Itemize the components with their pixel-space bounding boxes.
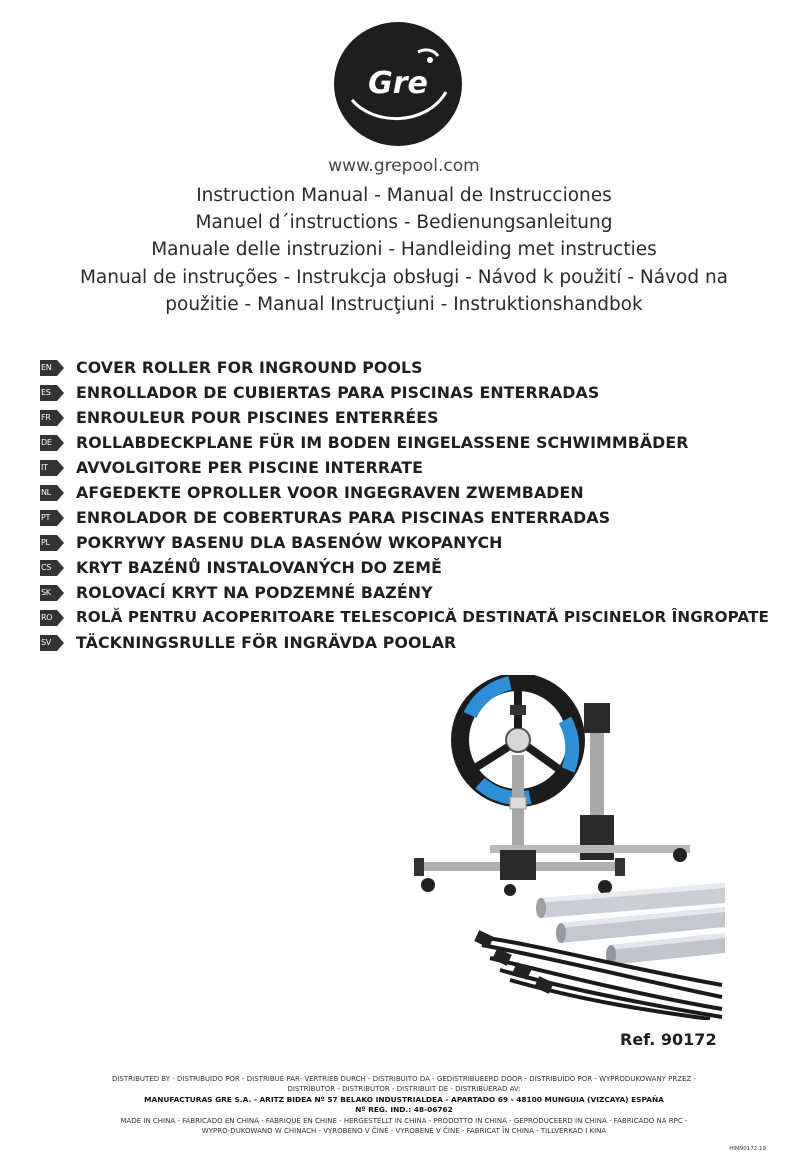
manual-title-line: Manuale delle instruzioni - Handleiding met instructies bbox=[151, 239, 657, 261]
brand-logo bbox=[334, 22, 462, 146]
language-flag-icon: PT bbox=[40, 510, 64, 526]
language-product-name: ENROLLADOR DE CUBIERTAS PARA PISCINAS ENTERRADAS bbox=[76, 383, 600, 402]
language-product-name: ENROLADOR DE COBERTURAS PARA PISCINAS ENTERRADAS bbox=[76, 508, 611, 527]
footer bbox=[30, 1074, 778, 1136]
language-flag-icon: PL bbox=[40, 535, 64, 551]
manual-title-line: Manual de instruções - Instrukcja obsługi - Návod k použití - Návod na bbox=[79, 266, 729, 288]
language-flag-icon: DE bbox=[40, 435, 64, 451]
language-flag-icon: SV bbox=[40, 635, 64, 651]
language-product-name: ROLLABDECKPLANE FÜR IM BODEN EINGELASSENE SCHWIMMBÄDER bbox=[76, 433, 689, 452]
footer-company: MANUFACTURAS GRE S.A. - ARITZ BIDEA Nº 57 BELAKO INDUSTRIALDEA - APARTADO 69 - 48100 MUNGUIA (VIZCAYA) ESPAÑA bbox=[144, 1094, 664, 1104]
language-product-name: ENROULEUR POUR PISCINES ENTERRÉES bbox=[76, 408, 439, 427]
language-product-name: AVVOLGITORE PER PISCINE INTERRATE bbox=[76, 458, 424, 477]
language-product-name: TÄCKNINGSRULLE FÖR INGRÄVDA POOLAR bbox=[76, 633, 457, 652]
footer-distributed-line: DISTRIBUTED BY - DISTRIBUIDO POR - DISTRIBUÉ PAR- VERTRIEB DURCH - DISTRIBUITO DA - GEDISTRIBUEERD DOOR - DISTRIBUÍDO POR - WYPRODUKOWANY PRZEZ - bbox=[111, 1075, 697, 1083]
manual-title-line: Instruction Manual - Manual de Instrucciones bbox=[196, 185, 612, 206]
document-code: HIM90172.19 bbox=[729, 1146, 766, 1152]
footer-distributed-line: DISTRIBUTOR - DISTRIBÚTOR - DISTRIBUIT DE - DISTRIBUERAD AV: bbox=[287, 1085, 521, 1094]
language-flag-icon: FR bbox=[40, 410, 64, 426]
language-flag-icon: IT bbox=[40, 460, 64, 476]
language-flag-icon: EN bbox=[40, 360, 64, 376]
manual-titles bbox=[30, 182, 778, 318]
language-product-name: ROLĂ PENTRU ACOPERITOARE TELESCOPICĂ DESTINATĂ PISCINELOR ÎNGROPATE bbox=[76, 608, 770, 626]
language-flag-icon: RO bbox=[40, 610, 64, 626]
logo-text: Gre bbox=[368, 66, 428, 101]
language-flag-icon: ES bbox=[40, 385, 64, 401]
language-flag-icon: CS bbox=[40, 560, 64, 576]
language-product-name: AFGEDEKTE OPROLLER VOOR INGEGRAVEN ZWEMBADEN bbox=[76, 483, 584, 502]
product-reference: Ref. 90172 bbox=[620, 1030, 717, 1049]
language-product-name: POKRYWY BASENU DLA BASENÓW WKOPANYCH bbox=[76, 533, 503, 552]
manual-title-line: Manuel d´instructions - Bedienungsanleitung bbox=[195, 212, 613, 234]
language-product-name: KRYT BAZÉNŮ INSTALOVANÝCH DO ZEMĚ bbox=[76, 558, 442, 577]
language-flag-icon: SK bbox=[40, 585, 64, 601]
manual-title-line: použitie - Manual Instrucţiuni - Instruktionshandbok bbox=[165, 293, 643, 315]
footer-reg: Nº REG. IND.: 48-06762 bbox=[355, 1105, 453, 1115]
language-product-name: ROLOVACÍ KRYT NA PODZEMNÉ BAZÉNY bbox=[76, 583, 433, 602]
product-image bbox=[410, 675, 725, 1020]
language-product-name: COVER ROLLER FOR INGROUND POOLS bbox=[76, 358, 423, 377]
website-url: www.grepool.com bbox=[328, 156, 480, 176]
footer-made-in-line: WYPRO-DUKOWANO W CHINACH - VYROBENO V ČÍNĚ - VYROBENÉ V ČÍNE - FABRICAT ÎN CHINA - TILLVERKAD I KINA bbox=[201, 1127, 607, 1136]
footer-made-in-line: MADE IN CHINA - FABRICADO EN CHINA - FABRIQUÉ EN CHINE - HERGESTELLT IN CHINA - PRODOTTO IN CHINA - GEPRODUCEERD IN CHINA - FABRICADO NA RPC - bbox=[120, 1116, 688, 1125]
language-flag-icon: NL bbox=[40, 485, 64, 501]
